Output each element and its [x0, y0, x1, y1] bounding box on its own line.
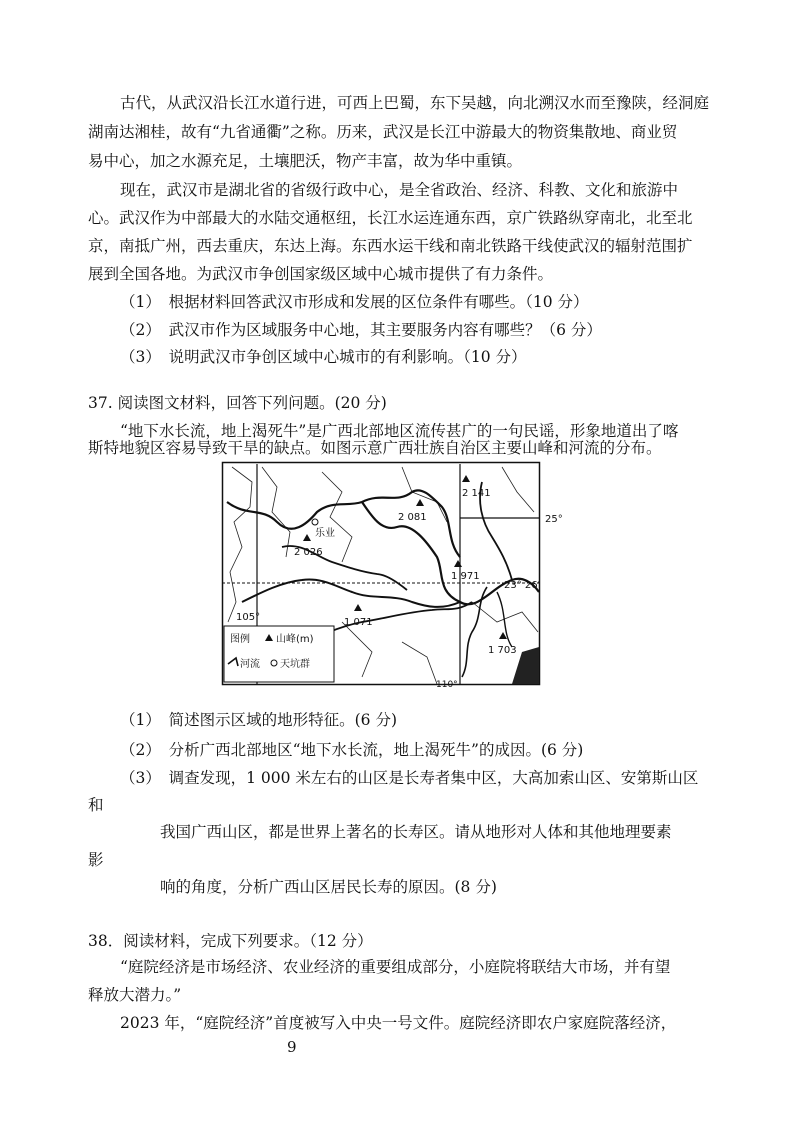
paragraph-line: “庭院经济是市场经济、农业经济的重要组成部分，小庭院将联结大市场，并有望	[120, 958, 671, 976]
lon-110-label: 110°	[436, 680, 458, 690]
question-item: 和	[88, 796, 104, 814]
paragraph-line: 斯特地貌区容易导致干旱的缺点。如图示意广西壮族自治区主要山峰和河流的分布。	[88, 439, 662, 457]
peak-label: 1 071	[344, 617, 373, 628]
peak-label: 2 081	[398, 512, 427, 523]
question-item: （3） 说明武汉市争创区域中心城市的有利影响。（10 分）	[120, 348, 527, 366]
lon-label: 105°	[236, 612, 261, 623]
town-label: 乐业	[315, 528, 335, 539]
peak-label: 2 026	[294, 547, 323, 558]
paragraph-line: 心。武汉作为中部最大的水陆交通枢纽，长江水运连通东西，京广铁路纵穿南北，北至北	[88, 209, 693, 227]
paragraph-line: 释放大潜力。”	[88, 986, 182, 1004]
question-item: 影	[88, 851, 104, 869]
lat-label: 25°	[545, 514, 563, 525]
paragraph-line: “地下水长流，地上渴死牛”是广西北部地区流传甚广的一句民谣，形象地道出了喀	[120, 422, 679, 440]
paragraph-line: 京，南抵广州，西去重庆，东达上海。东西水运干线和南北铁路干线使武汉的辐射范围扩	[88, 237, 693, 255]
lat-label: 23° 26′	[504, 580, 540, 591]
question-item: （1） 简述图示区域的地形特征。(6 分)	[120, 711, 397, 729]
question-header: 38．阅读材料，完成下列要求。（12 分）	[88, 932, 373, 950]
question-header: 37. 阅读图文材料，回答下列问题。(20 分)	[88, 394, 387, 412]
paragraph-line: 湖南达湘桂，故有“九省通衢”之称。历来，武汉是长江中游最大的物资集散地、商业贸	[88, 123, 678, 141]
question-item: 我国广西山区，都是世界上著名的长寿区。请从地形对人体和其他地理要素	[160, 823, 672, 841]
legend-sinkhole-label: 天坑群	[280, 659, 310, 670]
page-number: 9	[287, 1038, 297, 1056]
peak-label: 1 703	[488, 645, 517, 656]
question-item: （2） 分析广西北部地区“地下水长流，地上渴死牛”的成因。(6 分)	[120, 741, 584, 759]
paragraph-line: 现在，武汉市是湖北省的省级行政中心，是全省政治、经济、科教、文化和旅游中	[120, 181, 679, 199]
guangxi-map	[222, 462, 563, 687]
question-item: 响的角度，分析广西山区居民长寿的原因。(8 分)	[160, 878, 497, 896]
legend-peak-label: 山峰(m)	[276, 634, 314, 645]
paragraph-line: 展到全国各地。为武汉市争创国家级区域中心城市提供了有力条件。	[88, 265, 554, 283]
legend-title: 图例	[230, 634, 250, 645]
paragraph-line: 易中心，加之水源充足，土壤肥沃，物产丰富，故为华中重镇。	[88, 152, 523, 170]
peak-label: 1 971	[451, 571, 480, 582]
paragraph-line: 2023 年，“庭院经济”首度被写入中央一号文件。庭院经济即农户家庭院落经济，	[120, 1014, 677, 1032]
legend-river-label: 河流	[240, 659, 260, 670]
question-item: （2） 武汉市作为区域服务中心地，其主要服务内容有哪些？（6 分）	[120, 321, 602, 339]
question-item: （1） 根据材料回答武汉市形成和发展的区位条件有哪些。（10 分）	[120, 293, 589, 311]
peak-label: 2 141	[462, 488, 491, 499]
question-item: （3） 调查发现，1 000 米左右的山区是长寿者集中区，大高加索山区、安第斯山区	[120, 769, 699, 787]
paragraph-line: 古代，从武汉沿长江水道行进，可西上巴蜀，东下吴越，向北溯汉水而至豫陕，经洞庭	[120, 94, 710, 112]
